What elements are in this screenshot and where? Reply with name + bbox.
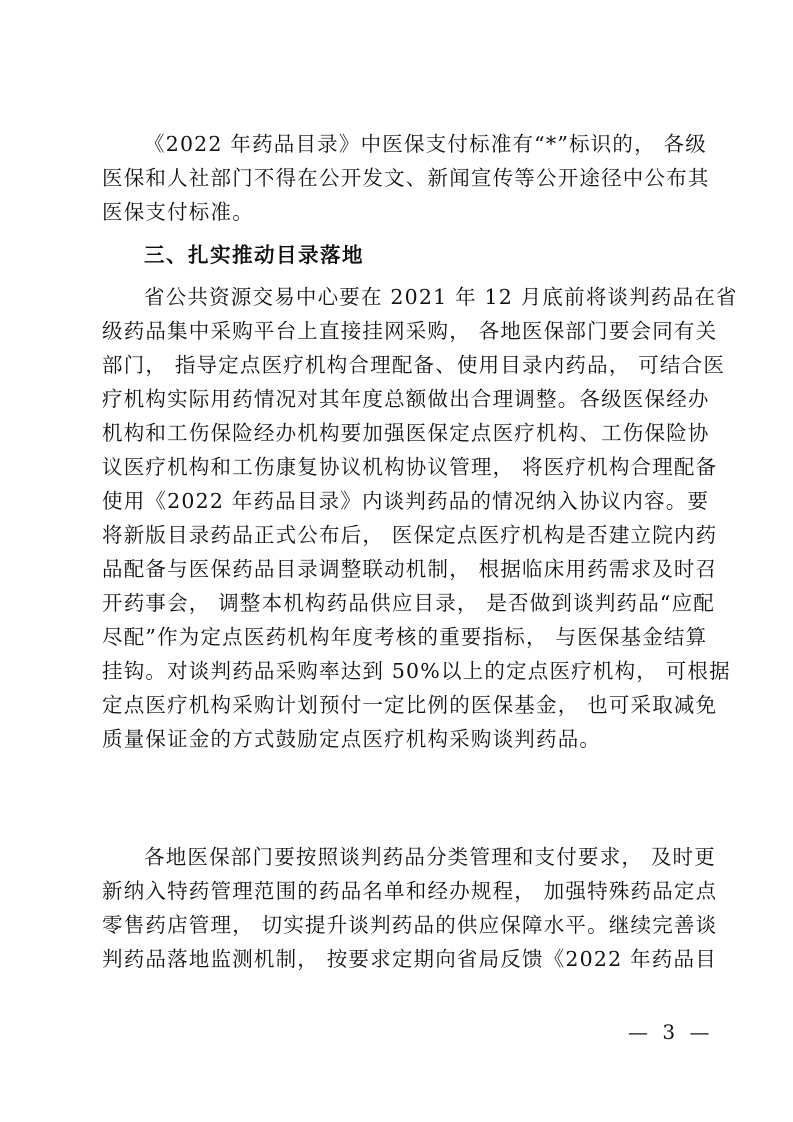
paragraph-line: 尽配”作为定点医药机构年度考核的重要指标， 与医保基金结算 bbox=[102, 625, 708, 649]
paragraph-line: 判药品落地监测机制， 按要求定期向省局反馈《2022 年药品目 bbox=[102, 947, 717, 971]
paragraph-line: 新纳入特药管理范围的药品名单和经办规程， 加强特殊药品定点 bbox=[102, 879, 718, 903]
paragraph-payment-standard bbox=[102, 127, 710, 229]
paragraph-line: 机构和工伤保险经办机构要加强医保定点医疗机构、工伤保险协 bbox=[102, 421, 710, 445]
paragraph-line: 零售药店管理， 切实提升谈判药品的供应保障水平。继续完善谈 bbox=[102, 913, 718, 937]
paragraph-line: 使用《2022 年药品目录》内谈判药品的情况纳入协议内容。要 bbox=[102, 489, 710, 513]
paragraph-line: 品配备与医保药品目录调整联动机制， 根据临床用药需求及时召 bbox=[102, 557, 718, 581]
paragraph-line: 部门， 指导定点医疗机构合理配备、使用目录内药品， 可结合医 bbox=[102, 353, 726, 377]
paragraph-line: 疗机构实际用药情况对其年度总额做出合理调整。各级医保经办 bbox=[102, 387, 710, 411]
paragraph-procurement bbox=[102, 280, 738, 756]
paragraph-line: 定点医疗机构采购计划预付一定比例的医保基金， 也可采取减免 bbox=[102, 693, 718, 717]
paragraph-line: 省公共资源交易中心要在 2021 年 12 月底前将谈判药品在省 bbox=[144, 285, 738, 309]
paragraph-line: 各地医保部门要按照谈判药品分类管理和支付要求， 及时更 bbox=[144, 845, 716, 869]
section-heading: 三、扎实推动目录落地 bbox=[144, 243, 364, 267]
paragraph-line: 医保支付标准。 bbox=[102, 200, 254, 224]
paragraph-supply-guarantee bbox=[102, 840, 718, 976]
paragraph-line: 《2022 年药品目录》中医保支付标准有“*”标识的， 各级 bbox=[144, 132, 707, 156]
page-number: — 3 — bbox=[628, 1020, 714, 1044]
paragraph-line: 医保和人社部门不得在公开发文、新闻宣传等公开途径中公布其 bbox=[102, 166, 710, 190]
paragraph-line: 将新版目录药品正式公布后， 医保定点医疗机构是否建立院内药 bbox=[102, 523, 718, 547]
paragraph-line: 挂钩。对谈判药品采购率达到 50%以上的定点医疗机构， 可根据 bbox=[102, 659, 731, 683]
paragraph-line: 开药事会， 调整本机构药品供应目录， 是否做到谈判药品“应配 bbox=[102, 591, 716, 615]
paragraph-line: 级药品集中采购平台上直接挂网采购， 各地医保部门要会同有关 bbox=[102, 319, 718, 343]
paragraph-line: 议医疗机构和工伤康复协议机构协议管理， 将医疗机构合理配备 bbox=[102, 455, 718, 479]
paragraph-line: 质量保证金的方式鼓励定点医疗机构采购谈判药品。 bbox=[102, 727, 602, 751]
